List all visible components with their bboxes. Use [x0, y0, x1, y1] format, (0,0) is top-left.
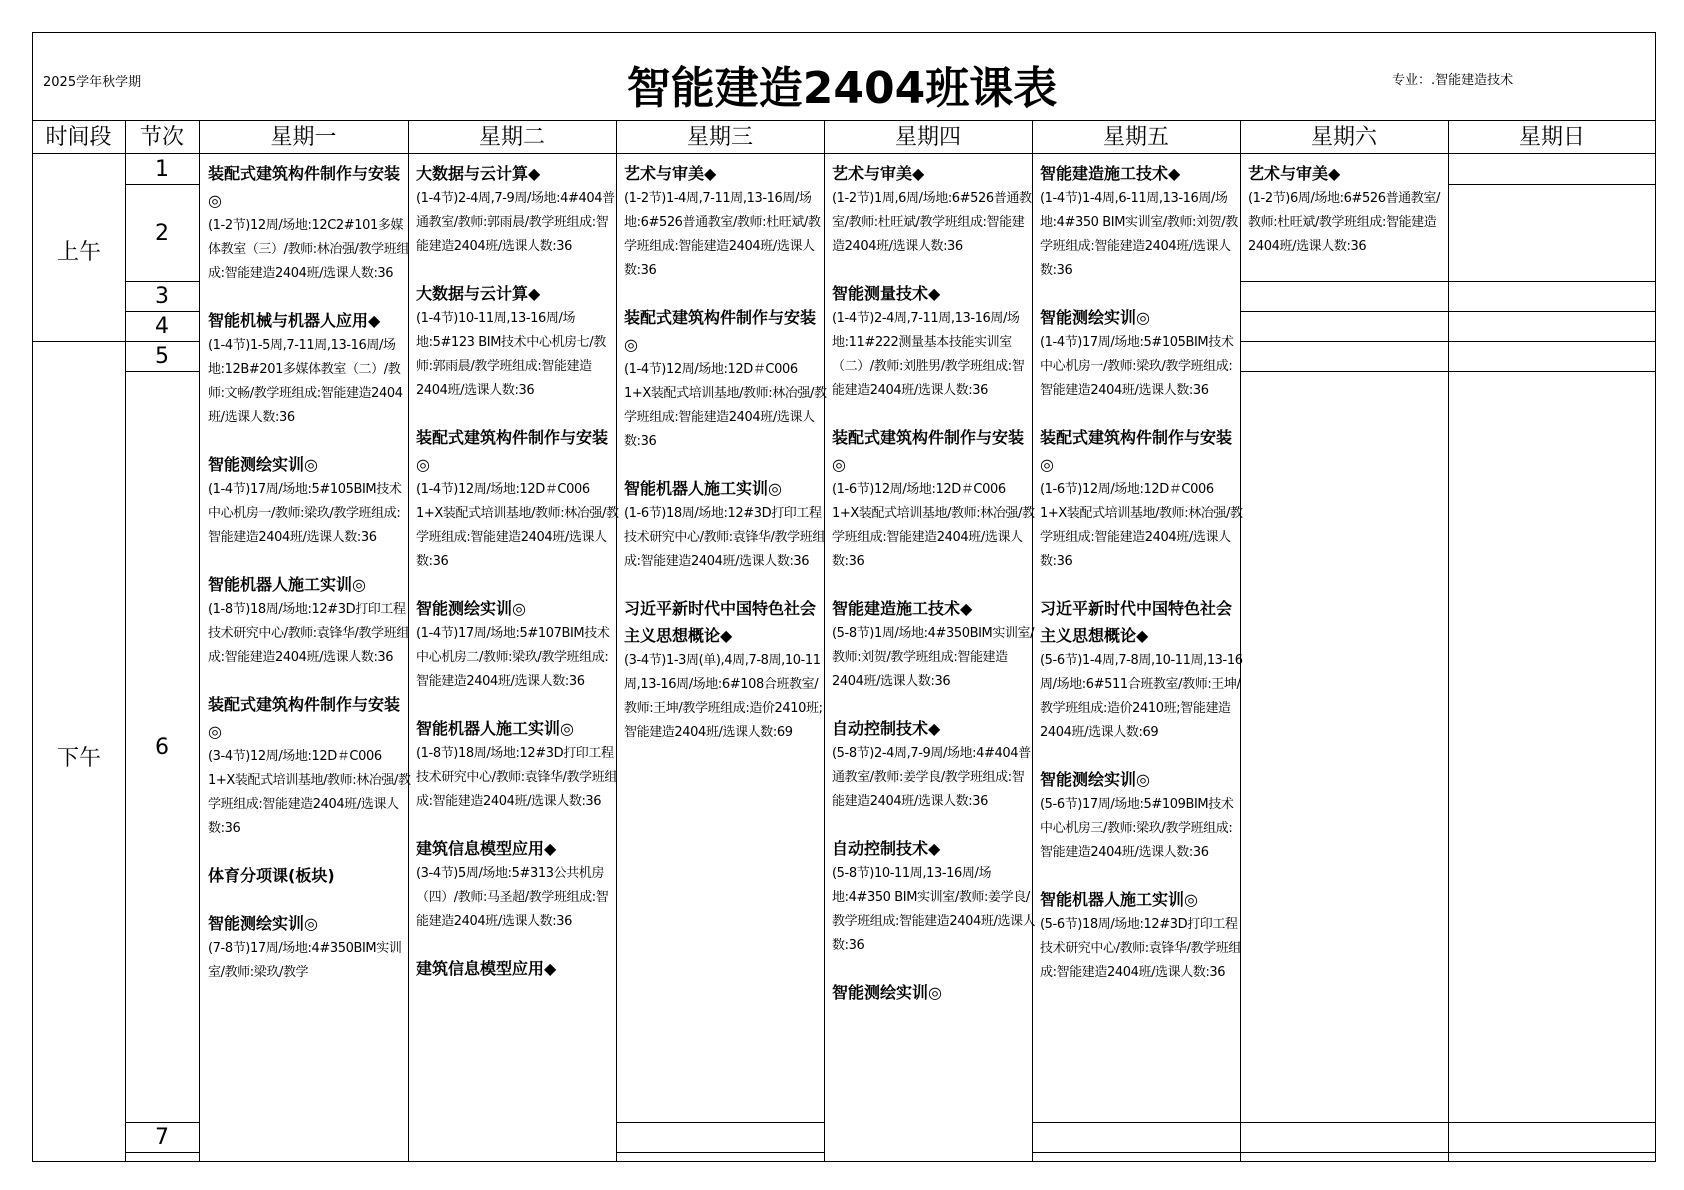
course-entry — [624, 304, 828, 454]
sun-rule-b — [1448, 281, 1656, 282]
course-name: 建筑信息模型应用◆ — [416, 959, 557, 978]
course-info: (1-8节)18周/场地:12#3D打印工程技术研究中心/教师:袁锋华/教学班组成:智能建造2404班/选课人数:36 — [416, 746, 617, 809]
course-entry — [416, 595, 620, 694]
course-name: 装配式建筑构件制作与安装◎ — [416, 428, 609, 474]
course-name: 智能机器人施工实训◎ — [208, 575, 366, 594]
course-info: (1-4节)2-4周,7-9周/场地:4#404普通教室/教师:郭雨晨/教学班组成:智能建造2404班/选课人数:36 — [416, 191, 615, 254]
header-tue: 星期二 — [478, 125, 545, 150]
sat-rule-c — [1240, 341, 1448, 342]
course-info: (1-4节)1-4周,6-11周,13-16周/场地:4#350 BIM实训室/教师:刘贺/教学班组成:智能建造2404班/选课人数:36 — [1040, 191, 1238, 278]
course-info: (1-4节)1-5周,7-11周,13-16周/场地:12B#201多媒体教室（二）/教师:文畅/教学班组成:智能建造2404班/选课人数:36 — [208, 338, 403, 425]
course-name: 智能机器人施工实训◎ — [1040, 890, 1198, 909]
header-sat: 星期六 — [1310, 125, 1377, 150]
header-thu: 星期四 — [894, 125, 961, 150]
slot-3: 3 — [155, 284, 169, 309]
course-info: (3-4节)1-3周(单),4周,7-8周,10-11周,13-16周/场地:6#108合班教室/教师:王坤/教学班组成:造价2410班;智能建造2404班/选课人数:69 — [624, 653, 823, 740]
course-name: 智能建造施工技术◆ — [1040, 164, 1181, 183]
course-name: 艺术与审美◆ — [1248, 164, 1341, 183]
header-period: 时间段 — [45, 125, 112, 150]
course-entry — [1040, 766, 1244, 865]
slot-4: 4 — [155, 314, 169, 339]
course-entry — [832, 424, 1036, 574]
course-name: 智能建造施工技术◆ — [832, 599, 973, 618]
course-info: (5-8节)2-4周,7-9周/场地:4#404普通教室/教师:姜学良/教学班组成:智能建造2404班/选课人数:36 — [832, 746, 1031, 809]
course-info: (7-8节)17周/场地:4#350BIM实训室/教师:梁玖/教学 — [208, 941, 402, 980]
course-name: 艺术与审美◆ — [624, 164, 717, 183]
course-entry — [1248, 160, 1452, 259]
course-entry — [1040, 886, 1244, 985]
course-entry — [416, 280, 620, 403]
course-entry — [416, 160, 620, 259]
major-label: 专业：.智能建造技术 — [1392, 73, 1514, 88]
sat-rule-b — [1240, 311, 1448, 312]
slot-2: 2 — [155, 221, 169, 246]
course-name: 大数据与云计算◆ — [416, 164, 541, 183]
period-pm: 下午 — [56, 746, 101, 771]
course-name: 智能机械与机器人应用◆ — [208, 311, 381, 330]
course-name: 装配式建筑构件制作与安装◎ — [1040, 428, 1233, 474]
course-name: 智能测绘实训◎ — [416, 599, 526, 618]
course-name: 智能机器人施工实训◎ — [624, 479, 782, 498]
slot-rule-1 — [125, 184, 199, 185]
course-info: (1-2节)6周/场地:6#526普通教室/教师:杜旺斌/教学班组成:智能建造2404班/选课人数:36 — [1248, 191, 1440, 254]
sun-rule-g — [1448, 1152, 1656, 1153]
course-info: (1-4节)2-4周,7-11周,13-16周/场地:11#222测量基本技能实训室（二）/教师:刘胜男/教学班组成:智能建造2404班/选课人数:36 — [832, 311, 1025, 398]
course-name: 智能测绘实训◎ — [1040, 770, 1150, 789]
course-name: 自动控制技术◆ — [832, 719, 941, 738]
sun-rule-c — [1448, 311, 1656, 312]
sun-rule-a — [1448, 184, 1656, 185]
header-fri: 星期五 — [1102, 125, 1169, 150]
course-name: 装配式建筑构件制作与安装◎ — [624, 308, 817, 354]
course-info: (1-6节)12周/场地:12D＃C006 1+X装配式培训基地/教师:林冶强/教学班组成:智能建造2404班/选课人数:36 — [1040, 482, 1243, 569]
sat-rule-d — [1240, 371, 1448, 372]
course-info: (5-8节)10-11周,13-16周/场地:4#350 BIM实训室/教师:姜学良/教学班组成:智能建造2404班/选课人数:36 — [832, 866, 1036, 953]
sun-rule-d — [1448, 341, 1656, 342]
course-entry — [832, 280, 1036, 403]
day-column-sun — [1456, 160, 1660, 180]
slot-rule-4 — [125, 341, 199, 342]
course-entry — [624, 160, 828, 283]
day-column-wed — [624, 160, 828, 1160]
course-name: 大数据与云计算◆ — [416, 284, 541, 303]
period-divider — [32, 341, 125, 342]
course-name: 智能机器人施工实训◎ — [416, 719, 574, 738]
course-info: (5-6节)1-4周,7-8周,10-11周,13-16周/场地:6#511合班教室/教师:王坤/教学班组成:造价2410班;智能建造2404班/选课人数:69 — [1040, 653, 1243, 740]
slot-rule-2 — [125, 281, 199, 282]
course-name: 建筑信息模型应用◆ — [416, 839, 557, 858]
day-column-thu — [832, 160, 1036, 1160]
course-info: (1-4节)10-11周,13-16周/场地:5#123 BIM技术中心机房七/教师:郭雨晨/教学班组成:智能建造2404班/选课人数:36 — [416, 311, 606, 398]
header-slot: 节次 — [139, 125, 184, 150]
header-sun: 星期日 — [1518, 125, 1585, 150]
course-name: 智能测绘实训◎ — [208, 455, 318, 474]
course-info: (3-4节)12周/场地:12D＃C006 1+X装配式培训基地/教师:林冶强/教学班组成:智能建造2404班/选课人数:36 — [208, 749, 411, 836]
slot-rule-5 — [125, 371, 199, 372]
sun-rule-f — [1448, 1122, 1656, 1123]
course-name: 智能测绘实训◎ — [832, 983, 942, 1002]
course-info: (5-6节)17周/场地:5#109BIM技术中心机房三/教师:梁玖/教学班组成:智能建造2404班/选课人数:36 — [1040, 797, 1234, 860]
course-name: 智能测量技术◆ — [832, 284, 941, 303]
course-entry — [208, 571, 412, 670]
course-entry — [416, 835, 620, 934]
course-info: (1-4节)17周/场地:5#105BIM技术中心机房一/教师:梁玖/教学班组成:智能建造2404班/选课人数:36 — [208, 482, 402, 545]
course-info: (1-2节)1-4周,7-11周,13-16周/场地:6#526普通教室/教师:杜旺斌/教学班组成:智能建造2404班/选课人数:36 — [624, 191, 821, 278]
course-info: (1-6节)12周/场地:12D＃C006 1+X装配式培训基地/教师:林冶强/教学班组成:智能建造2404班/选课人数:36 — [832, 482, 1035, 569]
header-mon: 星期一 — [270, 125, 337, 150]
course-entry — [832, 979, 1036, 1006]
course-entry — [832, 160, 1036, 259]
course-info: (5-6节)18周/场地:12#3D打印工程技术研究中心/教师:袁锋华/教学班组成:智能建造2404班/选课人数:36 — [1040, 917, 1241, 980]
course-entry — [624, 475, 828, 574]
course-entry — [416, 424, 620, 574]
day-column-fri — [1040, 160, 1244, 1160]
course-entry — [416, 715, 620, 814]
course-entry — [1040, 160, 1244, 283]
course-info: (1-2节)1周,6周/场地:6#526普通教室/教师:杜旺斌/教学班组成:智能建造2404班/选课人数:36 — [832, 191, 1032, 254]
header-wed: 星期三 — [686, 125, 753, 150]
sat-rule-f — [1240, 1152, 1448, 1153]
header-top-rule — [32, 120, 1656, 121]
course-entry — [208, 691, 412, 841]
course-entry — [1040, 595, 1244, 745]
sat-rule-a — [1240, 281, 1448, 282]
course-entry — [208, 451, 412, 550]
course-entry — [1040, 304, 1244, 403]
course-name: 装配式建筑构件制作与安装◎ — [208, 695, 401, 741]
slot-1: 1 — [155, 157, 169, 182]
course-name: 智能测绘实训◎ — [208, 914, 318, 933]
course-name: 装配式建筑构件制作与安装◎ — [208, 164, 401, 210]
course-info: (1-8节)18周/场地:12#3D打印工程技术研究中心/教师:袁锋华/教学班组成:智能建造2404班/选课人数:36 — [208, 602, 409, 665]
course-entry — [416, 955, 620, 982]
course-entry — [208, 862, 412, 889]
semester-label: 2025学年秋学期 — [43, 75, 142, 90]
course-entry — [208, 160, 412, 286]
course-entry — [832, 595, 1036, 694]
course-entry — [832, 715, 1036, 814]
course-info: (1-2节)12周/场地:12C2#101多媒体教室（三）/教师:林冶强/教学班组成:智能建造2404班/选课人数:36 — [208, 218, 409, 281]
course-entry — [832, 835, 1036, 958]
day-column-tue — [416, 160, 620, 1160]
header-bottom-rule — [32, 153, 1656, 154]
course-info: (1-4节)12周/场地:12D＃C006 1+X装配式培训基地/教师:林冶强/教学班组成:智能建造2404班/选课人数:36 — [624, 362, 827, 449]
col-rule-2 — [199, 120, 200, 1162]
course-entry — [624, 595, 828, 745]
period-am: 上午 — [56, 240, 101, 265]
slot-rule-3 — [125, 311, 199, 312]
page-title: 智能建造2404班课表 — [626, 63, 1058, 114]
slot-7: 7 — [155, 1125, 169, 1150]
course-info: (1-4节)12周/场地:12D＃C006 1+X装配式培训基地/教师:林冶强/教学班组成:智能建造2404班/选课人数:36 — [416, 482, 619, 569]
course-info: (1-4节)17周/场地:5#105BIM技术中心机房一/教师:梁玖/教学班组成:智能建造2404班/选课人数:36 — [1040, 335, 1234, 398]
course-name: 体育分项课(板块) — [208, 866, 335, 885]
course-info: (1-4节)17周/场地:5#107BIM技术中心机房二/教师:梁玖/教学班组成:智能建造2404班/选课人数:36 — [416, 626, 610, 689]
course-entry — [208, 910, 412, 985]
slot-6: 6 — [155, 735, 169, 760]
course-info: (1-6节)18周/场地:12#3D打印工程技术研究中心/教师:袁锋华/教学班组成:智能建造2404班/选课人数:36 — [624, 506, 825, 569]
day-column-mon — [208, 160, 412, 1160]
course-name: 自动控制技术◆ — [832, 839, 941, 858]
sat-rule-e — [1240, 1122, 1448, 1123]
course-info: (3-4节)5周/场地:5#313公共机房（四）/教师:马圣超/教学班组成:智能建造2404班/选课人数:36 — [416, 866, 609, 929]
sun-rule-e — [1448, 371, 1656, 372]
slot-5: 5 — [155, 344, 169, 369]
course-entry — [208, 307, 412, 430]
course-name: 智能测绘实训◎ — [1040, 308, 1150, 327]
course-name: 习近平新时代中国特色社会主义思想概论◆ — [1040, 599, 1233, 645]
col-rule-1 — [125, 120, 126, 1162]
course-name: 艺术与审美◆ — [832, 164, 925, 183]
day-column-sat — [1248, 160, 1452, 280]
course-name: 习近平新时代中国特色社会主义思想概论◆ — [624, 599, 817, 645]
course-name: 装配式建筑构件制作与安装◎ — [832, 428, 1025, 474]
course-info: (5-8节)1周/场地:4#350BIM实训室/教师:刘贺/教学班组成:智能建造2404班/选课人数:36 — [832, 626, 1035, 689]
course-entry — [1040, 424, 1244, 574]
slot-rule-7 — [125, 1152, 199, 1153]
slot-rule-6 — [125, 1122, 199, 1123]
